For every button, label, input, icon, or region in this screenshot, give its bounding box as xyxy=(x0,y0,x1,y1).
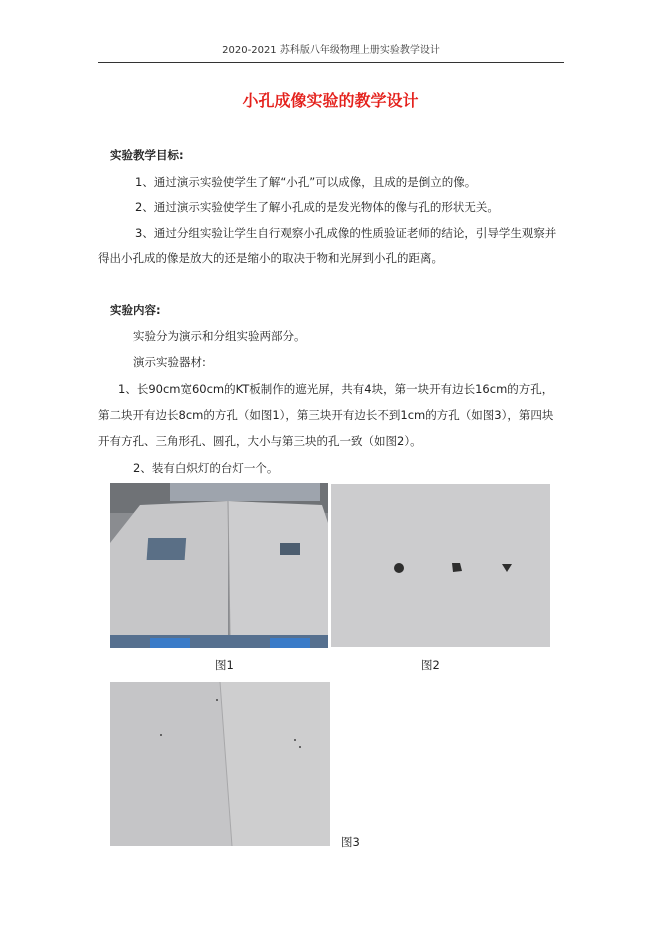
page-header: 2020-2021 苏科版八年级物理上册实验教学设计 xyxy=(222,45,440,56)
objective-item-3: 3、通过分组实验让学生自行观察小孔成像的性质验证老师的结论，引导学生观察并 xyxy=(135,226,557,240)
objectives-heading: 实验教学目标: xyxy=(110,148,184,162)
figure-1-photo xyxy=(110,483,328,648)
content-line-5: 开有方孔、三角形孔、圆孔，大小与第三块的孔一致（如图2）。 xyxy=(98,434,422,448)
content-line-2: 演示实验器材: xyxy=(133,355,206,369)
figure-2-caption: 图2 xyxy=(421,658,440,672)
content-line-6: 2、装有白炽灯的台灯一个。 xyxy=(133,461,279,475)
content-heading: 实验内容: xyxy=(110,303,161,317)
figure-2-photo xyxy=(331,484,550,647)
content-line-4: 第二块开有边长8cm的方孔（如图1），第三块开有边长不到1cm的方孔（如图3），第四块 xyxy=(98,408,554,422)
page-title: 小孔成像实验的教学设计 xyxy=(242,91,419,110)
objective-item-1: 1、通过演示实验使学生了解“小孔”可以成像，且成的是倒立的像。 xyxy=(135,175,477,189)
figure-3-caption: 图3 xyxy=(341,835,360,849)
figure-3-photo xyxy=(110,682,330,846)
content-line-1: 实验分为演示和分组实验两部分。 xyxy=(133,329,306,343)
objective-item-3-cont: 得出小孔成的像是放大的还是缩小的取决于物和光屏到小孔的距离。 xyxy=(98,251,443,265)
objective-item-2: 2、通过演示实验使学生了解小孔成的是发光物体的像与孔的形状无关。 xyxy=(135,200,499,214)
figure-1-caption: 图1 xyxy=(215,658,234,672)
content-line-3: 1、长90cm宽60cm的KT板制作的遮光屏，共有4块，第一块开有边长16cm的方孔， xyxy=(118,382,554,396)
header-divider xyxy=(98,62,564,63)
